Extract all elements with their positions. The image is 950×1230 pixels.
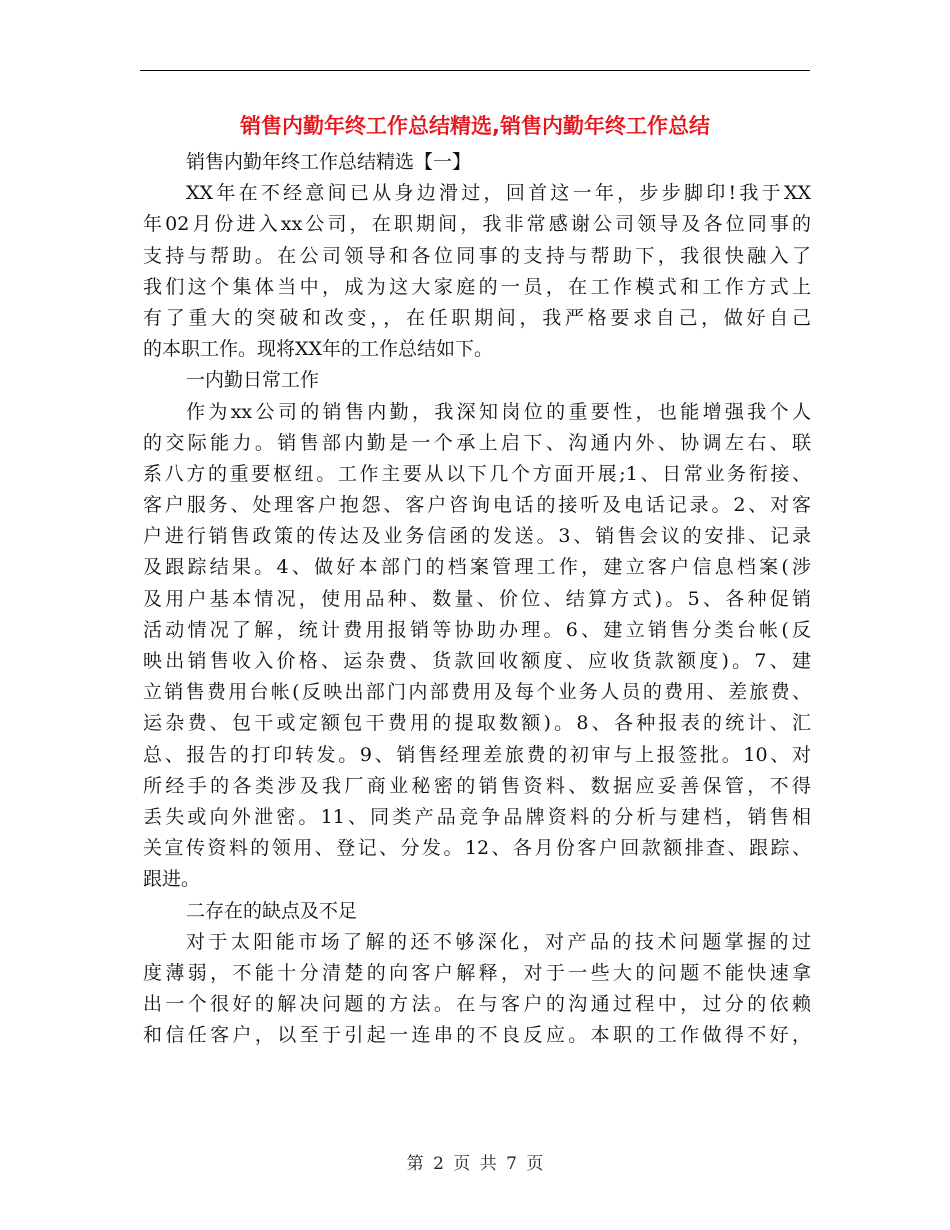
page-number: 第 2 页 共 7 页 (406, 1154, 544, 1174)
body-line-9: 作为xx公司的销售内勤，我深知岗位的重要性，也能增强我个人 (186, 400, 811, 423)
body-line-19: 运杂费、包干或定额包干费用的提取数额)。8、各种报表的统计、汇 (143, 712, 811, 735)
document-title: 销售内勤年终工作总结精选,销售内勤年终工作总结 (240, 114, 710, 138)
body-line-6: 有了重大的突破和改变，，在任职期间，我严格要求自己，做好自己 (143, 306, 811, 329)
body-line-5: 我们这个集体当中，成为这大家庭的一员，在工作模式和工作方式上 (143, 275, 811, 298)
body-line-26: 对于太阳能市场了解的还不够深化，对产品的技术问题掌握的过 (186, 930, 811, 953)
body-line-18: 立销售费用台帐(反映出部门内部费用及每个业务人员的费用、差旅费、 (143, 681, 811, 704)
body-line-15: 及用户基本情况，使用品种、数量、价位、结算方式)。5、各种促销 (143, 587, 811, 610)
body-line-20: 总、报告的打印转发。9、销售经理差旅费的初审与上报签批。10、对 (143, 743, 811, 766)
header-rule (140, 70, 810, 71)
body-line-16: 活动情况了解，统计费用报销等协助办理。6、建立销售分类台帐(反 (143, 618, 811, 641)
body-line-29: 和信任客户，以至于引起一连串的不良反应。本职的工作做得不好， (143, 1024, 811, 1047)
section-heading-2: 二存在的缺点及不足 (186, 899, 358, 922)
body-line-7: 的本职工作。现将XX年的工作总结如下。 (143, 338, 494, 361)
body-line-27: 度薄弱，不能十分清楚的向客户解释，对于一些大的问题不能快速拿 (143, 961, 811, 984)
body-line-22: 丢失或向外泄密。11、同类产品竞争品牌资料的分析与建档，销售相 (143, 805, 811, 828)
body-line-11: 系八方的重要枢纽。工作主要从以下几个方面开展;1、日常业务衔接、 (143, 462, 811, 485)
body-line-13: 户进行销售政策的传达及业务信函的发送。3、销售会议的安排、记录 (143, 525, 811, 548)
body-line-21: 所经手的各类涉及我厂商业秘密的销售资料、数据应妥善保管，不得 (143, 774, 811, 797)
body-line-17: 映出销售收入价格、运杂费、货款回收额度、应收货款额度)。7、建 (143, 650, 811, 672)
body-line-10: 的交际能力。销售部内勤是一个承上启下、沟通内外、协调左右、联 (143, 431, 811, 454)
body-line-4: 支持与帮助。在公司领导和各位同事的支持与帮助下，我很快融入了 (143, 244, 811, 267)
section-heading-1: 一内勤日常工作 (186, 369, 320, 392)
body-line-12: 客户服务、处理客户抱怨、客户咨询电话的接听及电话记录。2、对客 (143, 494, 811, 517)
body-line-23: 关宣传资料的领用、登记、分发。12、各月份客户回款额排查、跟踪、 (143, 837, 811, 860)
body-line-1: 销售内勤年终工作总结精选【一】 (186, 151, 472, 173)
body-line-14: 及跟踪结果。4、做好本部门的档案管理工作，建立客户信息档案(涉 (143, 556, 811, 579)
body-line-24: 跟进。 (143, 868, 201, 891)
body-line-28: 出一个很好的解决问题的方法。在与客户的沟通过程中，过分的依赖 (143, 993, 811, 1016)
body-line-3: 年02月份进入xx公司，在职期间，我非常感谢公司领导及各位同事的 (143, 213, 811, 236)
document-body (143, 147, 811, 1051)
body-line-2: XX年在不经意间已从身边滑过，回首这一年，步步脚印!我于XX (186, 182, 811, 205)
